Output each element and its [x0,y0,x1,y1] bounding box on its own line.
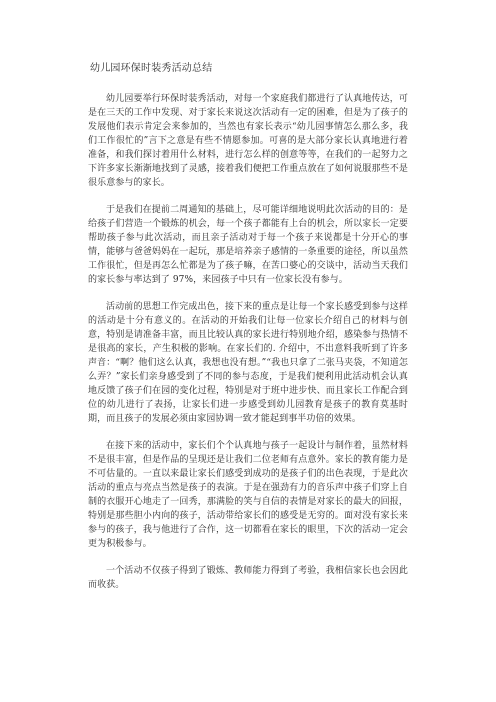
document-title: 幼儿园环保时装秀活动总结 [90,63,213,74]
paragraph-1: 幼儿园要举行环保时装秀活动，对每一个家庭我们都进行了认真地传达，可是在三天的工作中发现、对于家长来说这次活动有一定的困难，但是为了孩子的发展他们表示肯定会来参加的，当然也有家长表示“幼儿园事情怎么那么多，我们工作很忙的”言下之意是有些不情愿参加。可喜的是大部分家长认真地进行着准备，和我们探讨着用什么材料，进行怎么样的创意等等，在我们的一起努力之下许多家长渐渐地找到了灵感，接着我们便把工作重点放在了如何说服那些不是很乐意参与的家长。 [88,94,408,188]
paragraph-3: 活动前的思想工作完成出色，接下来的重点是让每一个家长感受到参与这样的活动是十分有意义的。在活动的开始我们让每一位家长介绍自己的材料与创意，特别是请准备丰富，而且比较认真的家长进行特别地介绍，感染参与热情不是很高的家长，产生积极的影响。在家长们的. 介绍中，不出意料我听到了许多声音：“啊？他们这么认真，我想也没有想。”“我也只拿了二张马夹袋，不知道怎么弄？”家长们亲身感受到了不同的参与态度，于是我们便利用此活动机会认真地反馈了孩子们在园的变化过程，特别是对于班中进步快、而且家长工作配合到位的幼儿进行了表扬，让家长们进一步感受到幼儿园教育是孩子的教育莫基时期，而且孩子的发展必须由家园协调一致才能起到事半功倍的效果。 [88,302,408,424]
paragraph-4: 在接下来的活动中，家长们个个认真地与孩子一起设计与制作着，虽然材料不是很丰富，但是作品的呈现还是让我们二位老师有点意外。家长的教育能力是不可估量的。一直以来最让家长们感受到成功的是孩子们的出色表现，于是此次活动的重点与亮点当然是孩子的表演。于是在强劲有力的音乐声中孩子们穿上自制的衣服开心地走了一回秀，那满脸的笑与自信的表情是对家长的最大的回报，特别是那些胆小内向的孩子，活动带给家长们的感受是无穷的。面对没有家长来参与的孩子，我与他进行了合作，这一切都看在家长的眼里，下次的活动一定会更为积极参与。 [88,441,408,549]
paragraph-5: 一个活动不仅孩子得到了锻炼、教师能力得到了考验，我相信家长也会因此而收获。 [88,566,408,590]
paragraph-2: 于是我们在提前二周通知的基础上，尽可能详细地说明此次活动的目的：是给孩子们营造一个锻炼的机会，每一个孩子都能有上台的机会，所以家长一定要帮助孩子参与此次活动，而且亲子活动对于每一个孩子来说都是十分开心的事情，能够与爸爸妈妈在一起玩，那是培养亲子感情的一条重要的途径，所以虽然工作很忙，但是再怎么忙都是为了孩子嘛，在苦口婆心的交谈中，活动当天我们的家长参与率达到了 97%，来园孩子中只有一位家长没有参与。 [88,205,408,285]
